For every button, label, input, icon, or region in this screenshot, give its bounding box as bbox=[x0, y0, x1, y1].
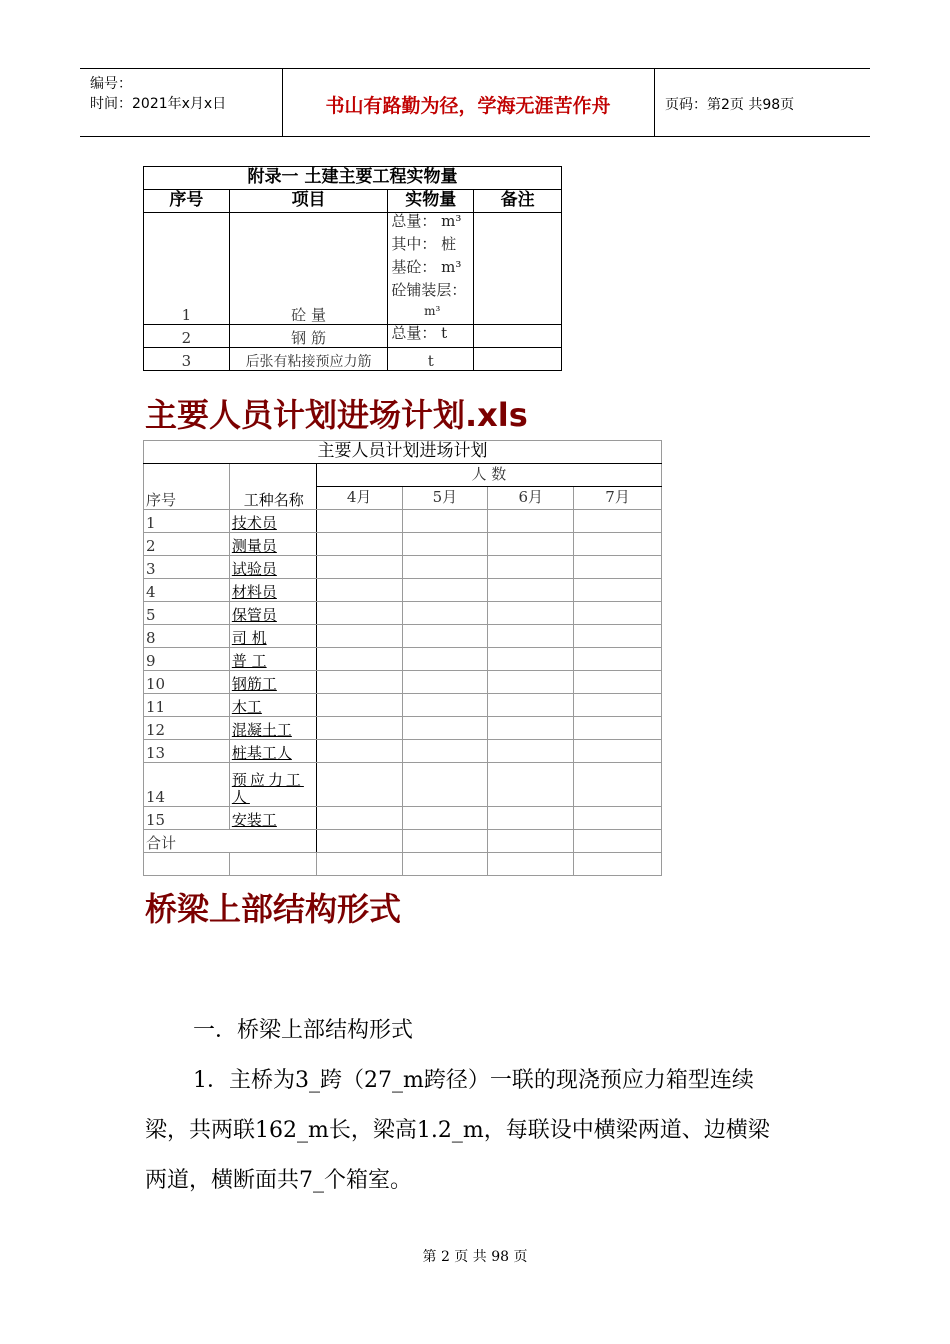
body-text bbox=[145, 1006, 815, 1206]
header-cell: 实物量 bbox=[388, 190, 474, 213]
row-no: 14 bbox=[144, 763, 230, 807]
header-page-cell bbox=[655, 69, 870, 136]
heading-staff-plan: 主要人员计划进场计划.xls bbox=[145, 396, 528, 434]
row-name: 材料员 bbox=[229, 579, 316, 602]
total-label: 合计 bbox=[144, 830, 317, 853]
header-left-cell bbox=[80, 69, 283, 136]
table-row bbox=[144, 602, 662, 625]
appendix-row bbox=[144, 325, 562, 348]
row-name: 司 机 bbox=[229, 625, 316, 648]
row-no: 10 bbox=[144, 671, 230, 694]
row-qty: t bbox=[388, 348, 474, 371]
total-row bbox=[144, 830, 662, 853]
row-no: 1 bbox=[144, 510, 230, 533]
row-no: 4 bbox=[144, 579, 230, 602]
paragraph-line: 梁，共两联162_m长，梁高1.2_m，每联设中横梁两道、边横梁 bbox=[145, 1118, 770, 1143]
header-cell: 备注 bbox=[474, 190, 562, 213]
header-motto-cell bbox=[282, 69, 655, 136]
appendix-table bbox=[143, 166, 562, 371]
appendix-row bbox=[144, 348, 562, 371]
row-no: 2 bbox=[144, 325, 230, 348]
staff-table bbox=[143, 440, 662, 876]
row-note bbox=[474, 348, 562, 371]
paragraph-line: 1．主桥为3_跨（27_m跨径）一联的现浇预应力箱型连续 bbox=[193, 1068, 754, 1093]
page-footer: 第 2 页 共 98 页 bbox=[422, 1249, 528, 1265]
table-row bbox=[144, 533, 662, 556]
row-note bbox=[474, 213, 562, 325]
row-no: 3 bbox=[144, 348, 230, 371]
people-header: 人 数 bbox=[316, 464, 661, 487]
row-note bbox=[474, 325, 562, 348]
table-row bbox=[144, 648, 662, 671]
row-name: 试验员 bbox=[229, 556, 316, 579]
header-page-info: 页码：第2页 共98页 bbox=[665, 97, 795, 113]
table-row bbox=[144, 510, 662, 533]
col-name-header: 工种名称 bbox=[229, 464, 316, 510]
row-name: 技术员 bbox=[229, 510, 316, 533]
month-header: 7月 bbox=[574, 487, 662, 510]
appendix-header-row bbox=[144, 190, 562, 213]
page-header bbox=[80, 68, 870, 137]
row-name: 普 工 bbox=[229, 648, 316, 671]
row-no: 15 bbox=[144, 807, 230, 830]
row-name: 木工 bbox=[229, 694, 316, 717]
table-row bbox=[144, 625, 662, 648]
row-item: 钢 筋 bbox=[229, 325, 388, 348]
qty-line: 其中： 桩 bbox=[391, 235, 457, 253]
row-no: 12 bbox=[144, 717, 230, 740]
row-name: 测量员 bbox=[229, 533, 316, 556]
table-row bbox=[144, 556, 662, 579]
qty-line: m³ bbox=[424, 304, 441, 318]
month-header: 6月 bbox=[488, 487, 574, 510]
row-no: 3 bbox=[144, 556, 230, 579]
row-qty bbox=[388, 213, 474, 325]
header-motto: 书山有路勤为径，学海无涯苦作舟 bbox=[325, 95, 611, 117]
row-name: 钢筋工 bbox=[229, 671, 316, 694]
row-name: 预应力工人 bbox=[229, 763, 316, 807]
row-no: 8 bbox=[144, 625, 230, 648]
table-row bbox=[144, 740, 662, 763]
table-row bbox=[144, 694, 662, 717]
header-cell: 项目 bbox=[229, 190, 388, 213]
row-no: 9 bbox=[144, 648, 230, 671]
appendix-title: 附录一 土建主要工程实物量 bbox=[144, 167, 562, 190]
row-no: 2 bbox=[144, 533, 230, 556]
heading-bridge-structure: 桥梁上部结构形式 bbox=[145, 890, 402, 928]
qty-line: 总量： m³ bbox=[391, 212, 462, 230]
row-name: 保管员 bbox=[229, 602, 316, 625]
row-qty: 总量： t bbox=[388, 325, 474, 348]
qty-line: 砼铺装层： bbox=[391, 281, 467, 299]
number-label: 编号： bbox=[90, 76, 132, 92]
qty-line: 基砼： m³ bbox=[391, 258, 462, 276]
table-row bbox=[144, 717, 662, 740]
month-header: 4月 bbox=[316, 487, 402, 510]
header-cell: 序号 bbox=[144, 190, 230, 213]
row-no: 5 bbox=[144, 602, 230, 625]
paragraph-line: 两道，横断面共7_个箱室。 bbox=[145, 1168, 412, 1193]
table-row bbox=[144, 671, 662, 694]
section-heading: 一．桥梁上部结构形式 bbox=[193, 1018, 414, 1043]
staff-table-title: 主要人员计划进场计划 bbox=[144, 441, 662, 464]
table-row bbox=[144, 579, 662, 602]
col-no-header: 序号 bbox=[144, 464, 230, 510]
table-row bbox=[144, 763, 662, 807]
time-label: 时间：2021年x月x日 bbox=[90, 96, 227, 112]
row-name: 混凝土工 bbox=[229, 717, 316, 740]
row-name: 安装工 bbox=[229, 807, 316, 830]
row-item: 砼 量 bbox=[229, 213, 388, 325]
table-row bbox=[144, 807, 662, 830]
row-no: 13 bbox=[144, 740, 230, 763]
row-no: 1 bbox=[144, 213, 230, 325]
row-name: 桩基工人 bbox=[229, 740, 316, 763]
row-no: 11 bbox=[144, 694, 230, 717]
row-item: 后张有粘接预应力筋 bbox=[229, 348, 388, 371]
month-header: 5月 bbox=[402, 487, 488, 510]
appendix-row bbox=[144, 213, 562, 325]
appendix-title-row bbox=[144, 167, 562, 190]
blank-row bbox=[144, 853, 662, 876]
